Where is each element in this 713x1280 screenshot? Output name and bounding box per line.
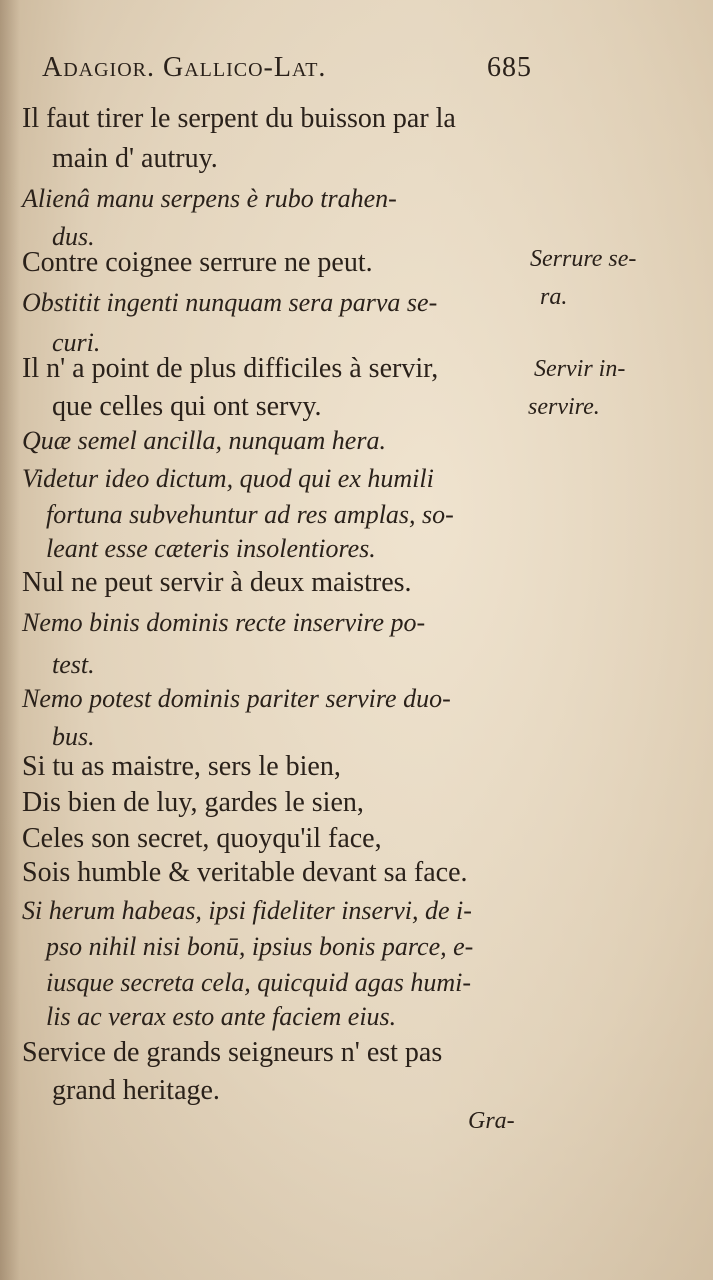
text-line: Si tu as maistre, sers le bien, [22, 751, 341, 782]
text-line: Quæ semel ancilla, nunquam hera. [22, 426, 386, 455]
text-line: curi. [52, 328, 101, 357]
text-line: Nemo binis dominis recte inservire po- [22, 608, 426, 637]
text-line: dus. [52, 222, 95, 251]
marginal-note: servire. [528, 394, 600, 420]
running-title: Adagior. Gallico-Lat. [42, 52, 327, 83]
text-line: bus. [52, 722, 95, 751]
text-line: lis ac verax esto ante faciem eius. [46, 1002, 397, 1031]
text-line: Contre coignee serrure ne peut. [22, 247, 373, 278]
text-line: Sois humble & veritable devant sa face. [22, 857, 468, 888]
text-line: Service de grands seigneurs n' est pas [22, 1037, 443, 1068]
text-line: Obstitit ingenti nunquam sera parva se- [22, 288, 438, 317]
catchword: Gra- [468, 1108, 515, 1134]
marginal-note: Servir in- [534, 356, 626, 382]
text-line: main d' autruy. [52, 143, 218, 174]
text-line: test. [52, 650, 95, 679]
text-line: Nul ne peut servir à deux maistres. [22, 567, 412, 598]
text-line: Celes son secret, quoyqu'il face, [22, 823, 382, 854]
text-line: pso nihil nisi bonū, ipsius bonis parce, e- [46, 932, 474, 961]
page-number: 685 [487, 52, 532, 83]
text-line: Nemo potest dominis pariter servire duo- [22, 684, 451, 713]
text-line: Videtur ideo dictum, quod qui ex humili [22, 464, 434, 493]
text-line: Alienâ manu serpens è rubo trahen- [22, 184, 397, 213]
text-line: grand heritage. [52, 1075, 220, 1106]
text-line: fortuna subvehuntur ad res amplas, so- [46, 500, 454, 529]
text-line: iusque secreta cela, quicquid agas humi- [46, 968, 472, 997]
text-line: Il n' a point de plus difficiles à servir, [22, 353, 439, 384]
text-line: Il faut tirer le serpent du buisson par la [22, 103, 456, 134]
text-line: leant esse cæteris insolentiores. [46, 534, 376, 563]
text-line: Si herum habeas, ipsi fideliter inservi, de i- [22, 896, 472, 925]
marginal-note: ra. [540, 284, 568, 310]
text-line: que celles qui ont servy. [52, 391, 322, 422]
text-line: Dis bien de luy, gardes le sien, [22, 787, 364, 818]
marginal-note: Serrure se- [530, 246, 637, 272]
running-header [42, 52, 532, 84]
